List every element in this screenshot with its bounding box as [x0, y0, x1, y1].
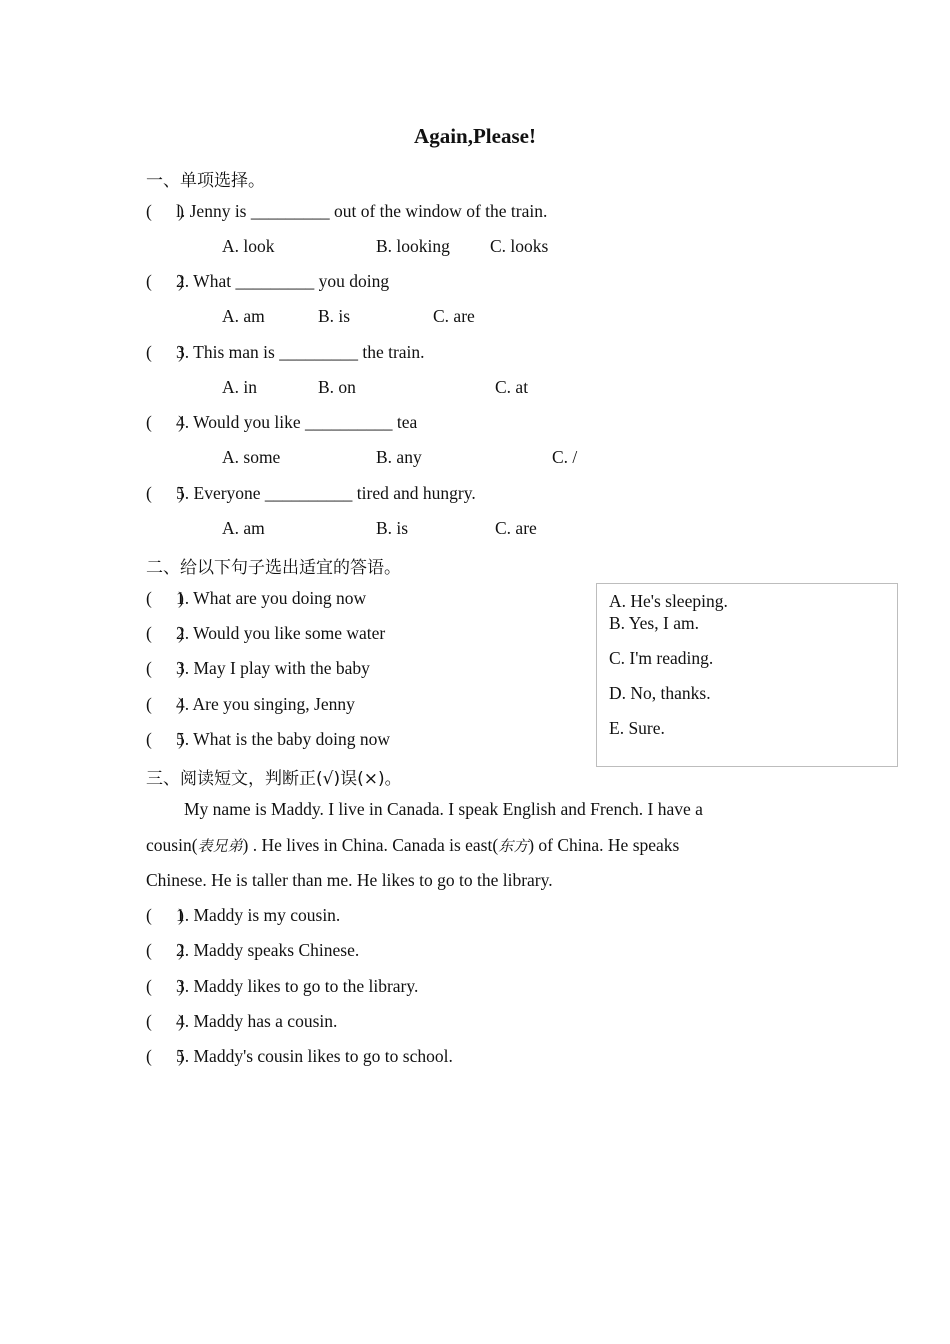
option-b: B. looking — [376, 236, 450, 256]
answer-option-a: A. He's sleeping. — [609, 591, 728, 611]
answer-blank[interactable]: ( ) — [146, 342, 184, 362]
option-c: C. are — [433, 306, 475, 326]
passage-text: ) . He lives in China. Canada is east( — [242, 835, 499, 855]
question-text: 2. Would you like some water — [176, 623, 386, 643]
answer-blank[interactable]: ( ) — [146, 1046, 184, 1066]
statement-text: 4. Maddy has a cousin. — [176, 1011, 338, 1031]
question-text: l. Jenny is _________ out of the window of the train. — [176, 201, 548, 221]
option-b: B. any — [376, 447, 422, 467]
question-text: 3. May I play with the baby — [176, 658, 370, 678]
answer-blank[interactable]: ( ) — [146, 976, 184, 996]
passage-text: ) of China. He speaks — [528, 835, 680, 855]
option-a: A. look — [222, 236, 275, 256]
section-3-heading: 三、阅读短文，判断正(√)误(×)。 — [146, 769, 402, 789]
answer-blank[interactable]: ( ) — [146, 694, 184, 714]
statement-text: 2. Maddy speaks Chinese. — [176, 940, 360, 960]
answer-blank[interactable]: ( ) — [146, 729, 184, 749]
answer-blank[interactable]: ( ) — [146, 412, 184, 432]
option-c: C. / — [552, 447, 578, 467]
option-a: A. am — [222, 518, 265, 538]
answer-option-c: C. I'm reading. — [609, 648, 714, 668]
statement-text: 1. Maddy is my cousin. — [176, 905, 341, 925]
question-text: 5. What is the baby doing now — [176, 729, 391, 749]
question-text: 3. This man is _________ the train. — [176, 342, 425, 362]
passage-text: cousin( — [146, 835, 198, 855]
question-text: 4. Would you like __________ tea — [176, 412, 418, 432]
answer-options-box — [596, 583, 898, 767]
answer-option-b: B. Yes, I am. — [609, 613, 699, 633]
passage-line-2 — [146, 835, 679, 856]
option-b: B. is — [376, 518, 409, 538]
section-2-heading: 二、给以下句子选出适宜的答语。 — [146, 558, 401, 578]
answer-blank[interactable]: ( ) — [146, 588, 184, 608]
question-text: 1. What are you doing now — [176, 588, 367, 608]
section-1-heading: 一、单项选择。 — [146, 171, 265, 191]
option-b: B. on — [318, 377, 356, 397]
option-c: C. are — [495, 518, 537, 538]
chinese-gloss: 东方 — [498, 837, 529, 855]
answer-blank[interactable]: ( ) — [146, 940, 184, 960]
passage-line-1: My name is Maddy. I live in Canada. I speak English and French. I have a — [184, 799, 703, 819]
option-b: B. is — [318, 306, 351, 326]
answer-blank[interactable]: ( ) — [146, 1011, 184, 1031]
question-text: 4. Are you singing, Jenny — [176, 694, 355, 714]
option-c: C. at — [495, 377, 529, 397]
answer-blank[interactable]: ( ) — [146, 271, 184, 291]
answer-option-d: D. No, thanks. — [609, 683, 711, 703]
question-text: 5. Everyone __________ tired and hungry. — [176, 483, 476, 503]
statement-text: 3. Maddy likes to go to the library. — [176, 976, 419, 996]
answer-blank[interactable]: ( ) — [146, 483, 184, 503]
option-a: A. am — [222, 306, 265, 326]
answer-blank[interactable]: ( ) — [146, 623, 184, 643]
passage-line-3: Chinese. He is taller than me. He likes to go to the library. — [146, 870, 553, 890]
answer-blank[interactable]: ( ) — [146, 905, 184, 925]
answer-option-e: E. Sure. — [609, 718, 665, 738]
option-c: C. looks — [490, 236, 549, 256]
answer-blank[interactable]: ( ) — [146, 658, 184, 678]
chinese-gloss: 表兄弟 — [197, 837, 243, 855]
question-text: 2. What _________ you doing — [176, 271, 390, 291]
statement-text: 5. Maddy's cousin likes to go to school. — [176, 1046, 453, 1066]
option-a: A. in — [222, 377, 257, 397]
page-title: Again,Please! — [414, 124, 536, 148]
answer-blank[interactable]: ( ) — [146, 201, 184, 221]
option-a: A. some — [222, 447, 281, 467]
